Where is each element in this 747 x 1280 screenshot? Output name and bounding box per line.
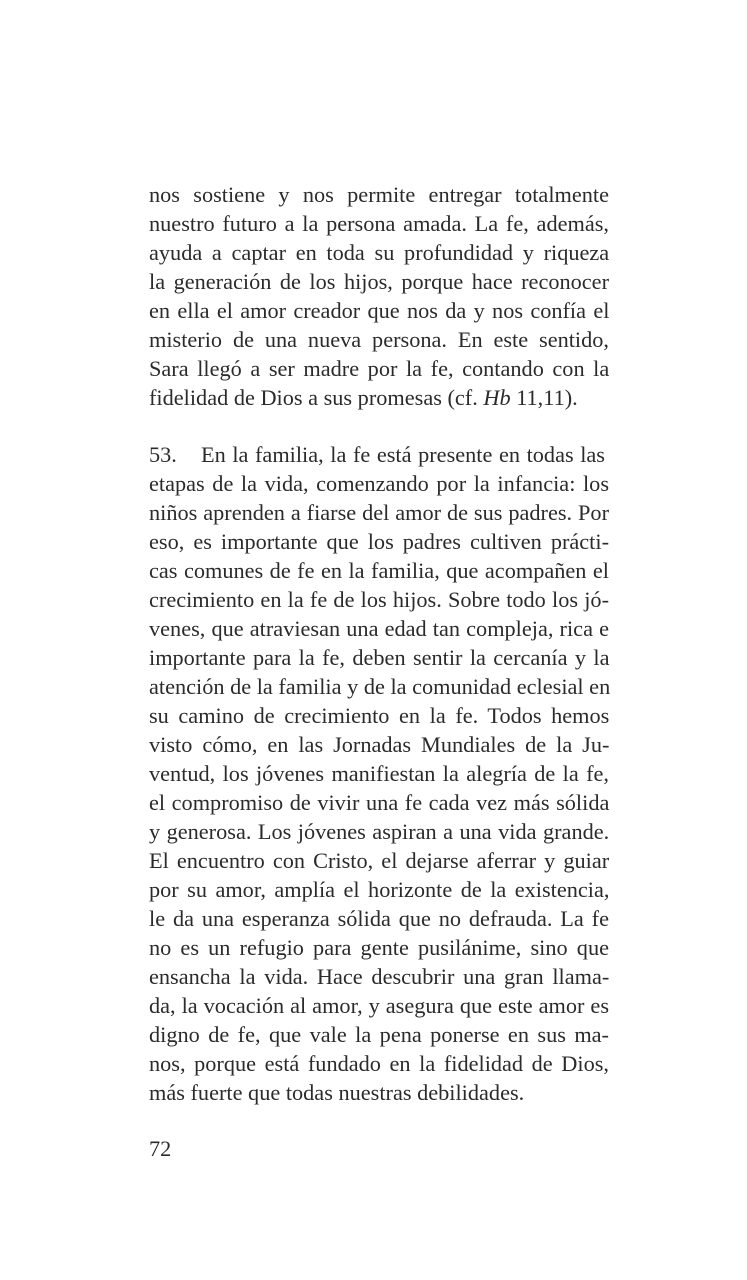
paragraph-number: 53.	[149, 442, 177, 467]
text-line: misterio de una nueva persona. En este sentido,	[149, 327, 609, 352]
text-line: da, la vocación al amor, y asegura que este amor es	[149, 993, 609, 1018]
text-line: nos, porque está fundado en la fidelidad de Dios,	[149, 1051, 609, 1076]
text-line: nos sostiene y nos permite entregar totalmente	[149, 182, 609, 207]
text-line: ensancha la vida. Hace descubrir una gran llama-	[149, 964, 610, 989]
text-line: su camino de crecimiento en la fe. Todos hemos	[149, 703, 610, 728]
text-segment: 11,11).	[510, 385, 578, 410]
paragraph-53	[149, 440, 609, 1107]
text-line: atención de la familia y de la comunidad eclesial en	[149, 674, 611, 699]
bible-reference-italic: Hb	[483, 385, 511, 410]
text-segment: fidelidad de Dios a sus promesas (cf.	[149, 385, 484, 410]
text-line: ventud, los jóvenes manifiestan la alegría de la fe,	[149, 761, 609, 786]
text-line: niños aprenden a fiarse del amor de sus padres. Por	[149, 500, 609, 525]
text-line: etapas de la vida, comenzando por la infancia: los	[149, 471, 609, 496]
text-line: Sara llegó a ser madre por la fe, contando con la	[149, 356, 610, 381]
text-line: crecimiento en la fe de los hijos. Sobre todo los jó-	[149, 587, 609, 612]
text-line: en ella el amor creador que nos da y nos confía el	[149, 298, 610, 323]
text-line: El encuentro con Cristo, el dejarse aferrar y guiar	[149, 848, 610, 873]
text-line: cas comunes de fe en la familia, que acompañen el	[149, 558, 609, 583]
text-line: por su amor, amplía el horizonte de la existencia,	[149, 877, 610, 902]
paragraph-continuation	[149, 180, 609, 412]
text-line: importante para la fe, deben sentir la cercanía y la	[149, 645, 610, 670]
text-line: la generación de los hijos, porque hace reconocer	[149, 269, 609, 294]
text-line: visto cómo, en las Jornadas Mundiales de la Ju-	[149, 732, 610, 757]
text-segment: En la familia, la fe está presente en todas las	[201, 442, 605, 467]
text-line: venes, que atraviesan una edad tan compleja, rica e	[149, 616, 609, 641]
text-line: digno de fe, que vale la pena ponerse en sus ma-	[149, 1022, 609, 1047]
text-line: y generosa. Los jóvenes aspiran a una vida grande.	[149, 819, 610, 844]
text-line-last	[149, 383, 609, 412]
text-line: no es un refugio para gente pusilánime, sino que	[149, 935, 609, 960]
text-line: eso, es importante que los padres cultiven prácti-	[149, 529, 609, 554]
text-line: ayuda a captar en toda su profundidad y riqueza	[149, 240, 610, 265]
page-number: 72	[149, 1136, 172, 1161]
text-line: nuestro futuro a la persona amada. La fe, además,	[149, 211, 609, 236]
text-line: le da una esperanza sólida que no defrauda. La fe	[149, 906, 609, 931]
text-line-last: más fuerte que todas nuestras debilidades.	[149, 1080, 525, 1105]
text-line-first	[149, 440, 609, 469]
text-line: el compromiso de vivir una fe cada vez más sólida	[149, 790, 610, 815]
